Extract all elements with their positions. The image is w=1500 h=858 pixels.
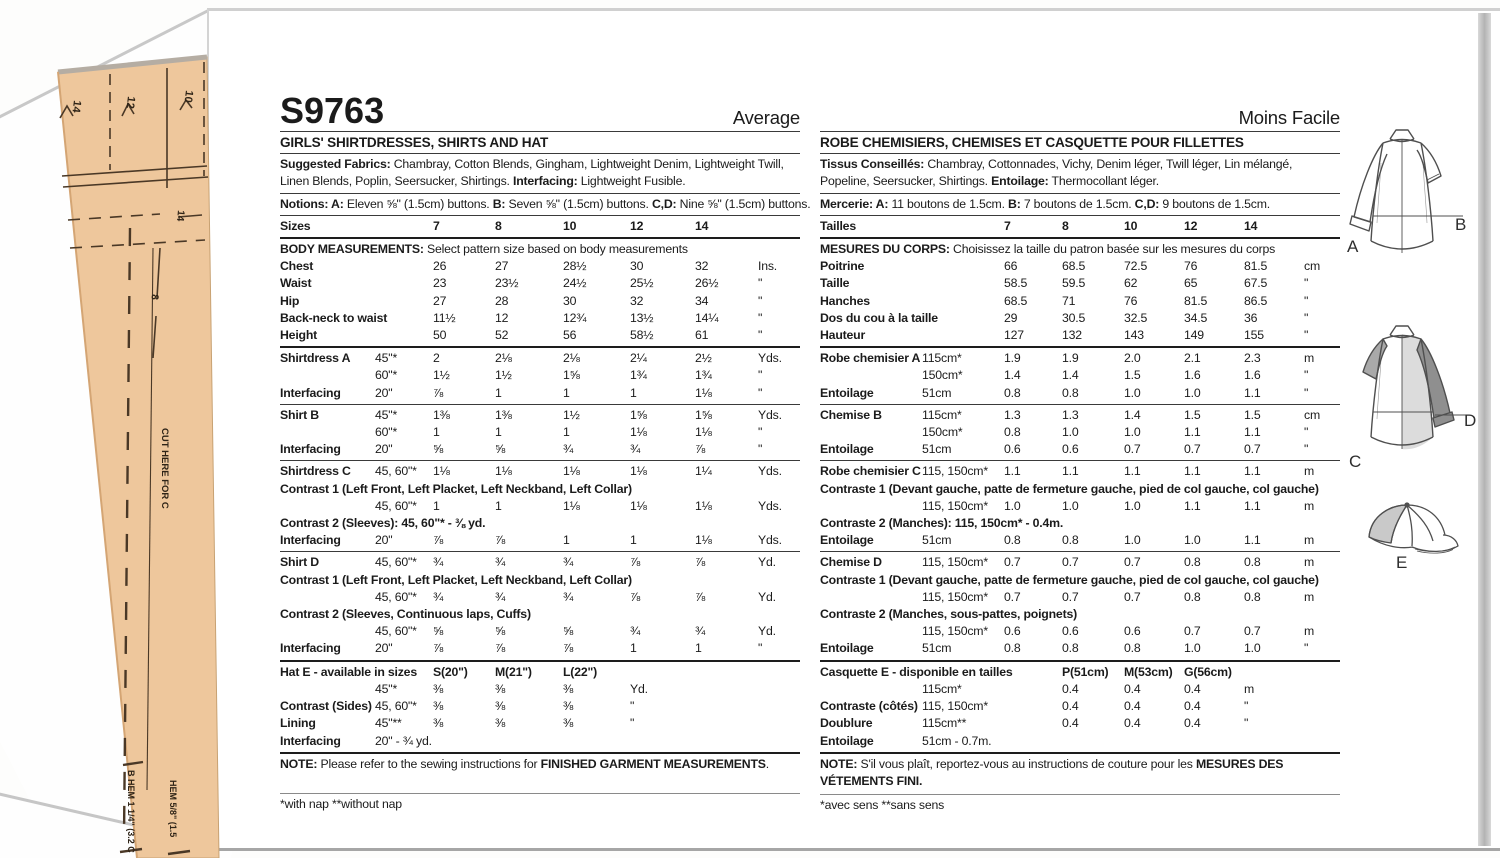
table-row: Interfacing 20" ⅞ ⅞ 1 1 1⅛ Yds. [280,533,782,548]
hat-header: Casquette E - disponible en tailles P(51cm) M(53cm) G(56cm) [820,664,1232,679]
tissue-size-8: 8 [148,293,160,301]
table-row: Chemise D 115, 150cm* 0.7 0.7 0.7 0.8 0.8 m [820,555,1315,570]
table-row: Waist 23 23½ 24½ 25½ 26½ " [280,276,763,291]
contrast-note: Contraste 1 (Devant gauche, patte de fermeture gauche, pied de col gauche, col gauche) [820,481,1319,496]
table-row: Height 50 52 56 58½ 61 " [280,328,763,343]
panel-french [820,87,1340,814]
tissue-hem-b-text: B HEM 1 1/4" (3.2 C [126,770,136,853]
rule [820,752,1340,754]
gap [820,790,1340,792]
table-row: Interfacing 20" ⅞ ⅞ ⅞ 1 1 " [280,641,763,656]
hat-header: Hat E - available in sizes S(20") M(21") L(22") [280,664,598,679]
table-row: Dos du cou à la taille 29 30.5 32.5 34.5 36 " [820,310,1309,325]
contrast-note: Contrast 1 (Left Front, Left Placket, Left Neckband, Left Collar) [280,572,632,587]
contrast-note: Contrast 2 (Sleeves, Continuous laps, Cuffs) [280,607,531,622]
table-row: Shirt D 45, 60"* ¾ ¾ ¾ ⅞ ⅞ Yd. [280,555,776,570]
title: ROBE CHEMISIERS, CHEMISES ET CASQUETTE POUR FILLETTES [820,135,1244,150]
tissue-size-10: 10 [181,89,195,104]
rule [280,193,800,194]
table-row: Interfacing 20" ⅞ 1 1 1 1⅛ " [280,385,763,400]
table-row: Interfacing 20" ⅝ ⅝ ¾ ¾ ⅞ " [280,442,763,457]
table-row: 115, 150cm* 0.7 0.7 0.7 0.8 0.8 m [922,589,1315,604]
table-row: Entoilage 51cm 0.8 0.8 1.0 1.0 1.1 " [820,385,1309,400]
rule [820,460,1340,461]
rule [280,404,800,405]
table-row: Robe chemisier A 115cm* 1.9 1.9 2.0 2.1 2.3 m [820,351,1315,366]
rule [820,346,1340,348]
panel-english [280,87,811,813]
contrast-note: Contrast 1 (Left Front, Left Placket, Left Neckband, Left Collar) [280,481,632,496]
rule [280,460,800,461]
sizes-row: Tailles 7 8 10 12 14 [820,218,1258,233]
rule [820,794,1340,795]
table-row: 45, 60"* ⅝ ⅝ ⅝ ¾ ¾ Yd. [375,624,776,639]
table-row: Contraste (côtés) 115, 150cm* 0.4 0.4 0.4 " [820,699,1249,714]
table-row: 150cm* 0.8 1.0 1.0 1.1 1.1 " [922,425,1309,440]
table-row: Chemise B 115cm* 1.3 1.3 1.4 1.5 1.5 cm [820,407,1320,422]
table-row: Robe chemisier C 115, 150cm* 1.1 1.1 1.1 1.1 1.1 m [820,464,1315,479]
garment-label-c: C [1349,452,1362,471]
rule [820,551,1340,552]
difficulty-english: Average [732,107,800,128]
note: NOTE: Please refer to the sewing instructions for FINISHED GARMENT MEASUREMENTS. [280,756,769,771]
garment-label-b: B [1455,215,1467,234]
table-row: Poitrine 66 68.5 72.5 76 81.5 cm [820,259,1320,274]
table-row: Doublure 115cm** 0.4 0.4 0.4 " [820,716,1249,731]
tissue-cut-here-text: CUT HERE FOR C [159,428,170,509]
contrast-note: Contrast 2 (Sleeves): 45, 60"* - ⅜ yd. [280,516,486,531]
table-row: Shirtdress A 45"* 2 2⅛ 2⅛ 2¼ 2½ Yds. [280,351,782,366]
fabrics: Suggested Fabrics: Chambray, Cotton Blends, Gingham, Lightweight Denim, Lightweight Twill, Linen Blends, Poplin, Seersucker, Shirtings. Interfacing: Lightweight Fusible. [280,157,784,189]
garment-view-e-cap-illustration [1355,497,1459,557]
table-row: Contrast (Sides) 45, 60"* ⅜ ⅜ ⅜ " [280,699,635,714]
difficulty-french: Moins Facile [1238,107,1340,128]
blocks-en [280,131,811,813]
table-row: Shirtdress C 45, 60"* 1⅛ 1⅛ 1⅛ 1⅛ 1¼ Yds. [280,464,782,479]
title: GIRLS' SHIRTDRESSES, SHIRTS AND HAT [280,135,549,150]
table-row: Back-neck to waist 11½ 12 12¾ 13½ 14¼ " [280,310,763,325]
table-row: Hauteur 127 132 143 149 155 " [820,328,1309,343]
table-row: Chest 26 27 28½ 30 32 Ins. [280,259,778,274]
rule [280,752,800,754]
footnote: *with nap **without nap [280,796,402,811]
table-row: Entoilage 51cm 0.8 0.8 0.8 1.0 1.0 " [820,641,1309,656]
table-row: 60"* 1½ 1½ 1⅝ 1¾ 1¾ " [375,368,763,383]
garment-label-e: E [1396,553,1408,572]
rule [820,193,1340,194]
rule [820,153,1340,154]
body-measurements-header: BODY MEASUREMENTS: Select pattern size based on body measurements [280,242,688,257]
contrast-note: Contraste 2 (Manches): 115, 150cm* - 0.4m. [820,516,1064,531]
rule [820,404,1340,405]
contrast-note: Contraste 2 (Manches, sous-pattes, poignets) [820,607,1077,622]
tissue-size-14-mid: 14 [174,209,186,222]
table-row: Entoilage 51cm - 0.7m. [820,733,992,748]
table-row: 45"* ⅜ ⅜ ⅜ Yd. [375,681,648,696]
table-row: 115, 150cm* 1.0 1.0 1.0 1.1 1.1 m [922,498,1315,513]
body-measurements-header: MESURES DU CORPS: Choisissez la taille du patron basée sur les mesures du corps [820,242,1276,257]
note: NOTE: S'il vous plaît, reportez-vous au instructions de couture pour les MESURES DES VÉTEMENTS FINI. [820,756,1284,788]
gap [280,773,800,791]
table-row: Interfacing 20" - ¾ yd. [280,733,432,748]
rule [280,237,800,239]
sizes-row: Sizes 7 8 10 12 14 [280,218,709,233]
footnote: *avec sens **sans sens [820,798,945,813]
rule [280,215,800,216]
tissue-size-14: 14 [69,99,83,114]
rule [280,131,800,132]
table-row: 45, 60"* 1 1 1⅛ 1⅛ 1⅛ Yds. [375,498,782,513]
table-row: Hip 27 28 30 32 34 " [280,293,763,308]
rule [280,153,800,154]
pattern-number: S9763 [280,90,385,131]
blocks-fr [820,131,1340,814]
table-row: 150cm* 1.4 1.4 1.5 1.6 1.6 " [922,368,1309,383]
header-french [820,87,1340,129]
contrast-note: Contraste 1 (Devant gauche, patte de fermeture gauche, pied de col gauche, col gauche) [820,572,1319,587]
rule [280,346,800,348]
table-row: 45, 60"* ¾ ¾ ¾ ⅞ ⅞ Yd. [375,589,776,604]
garment-label-a: A [1347,237,1359,256]
table-row: Taille 58.5 59.5 62 65 67.5 " [820,276,1309,291]
tissue-pattern-piece [40,48,230,858]
rule [820,215,1340,216]
table-row: 115, 150cm* 0.6 0.6 0.6 0.7 0.7 m [922,624,1315,639]
tissue-hem-text: HEM 5/8" (1.5 [168,780,178,838]
rule [280,793,800,794]
table-row: 115cm* 0.4 0.4 0.4 m [922,681,1255,696]
table-row: Lining 45"** ⅜ ⅜ ⅜ " [280,716,635,731]
rule [820,131,1340,132]
rule [280,551,800,552]
garment-label-d: D [1464,411,1477,430]
envelope-right-edge-shadow [1478,13,1491,846]
table-row: Entoilage 51cm 0.6 0.6 0.7 0.7 0.7 " [820,442,1309,457]
fabrics: Tissus Conseillés: Chambray, Cottonnades, Vichy, Denim léger, Twill léger, Lin mélangé, Popeline, Seersucker, Shirtings. Entoilage: Thermocollant léger. [820,157,1293,189]
table-row: Hanches 68.5 71 76 81.5 86.5 " [820,293,1309,308]
header-english [280,87,800,129]
rule [820,660,1340,662]
table-row: Shirt B 45"* 1⅜ 1⅜ 1½ 1⅝ 1⅝ Yds. [280,407,782,422]
rule [280,660,800,662]
notions: Notions: A: Eleven ⅝" (1.5cm) buttons. B: Seven ⅝" (1.5cm) buttons. C,D: Nine ⅝" (1.5cm) buttons. [280,196,811,211]
table-row: 60"* 1 1 1 1⅛ 1⅛ " [375,425,763,440]
table-row: Entoilage 51cm 0.8 0.8 1.0 1.0 1.1 m [820,533,1315,548]
notions: Mercerie: A: 11 boutons de 1.5cm. B: 7 boutons de 1.5cm. C,D: 9 boutons de 1.5cm. [820,196,1271,211]
rule [820,237,1340,239]
envelope-back [207,8,1500,851]
tissue-size-12: 12 [123,95,137,110]
